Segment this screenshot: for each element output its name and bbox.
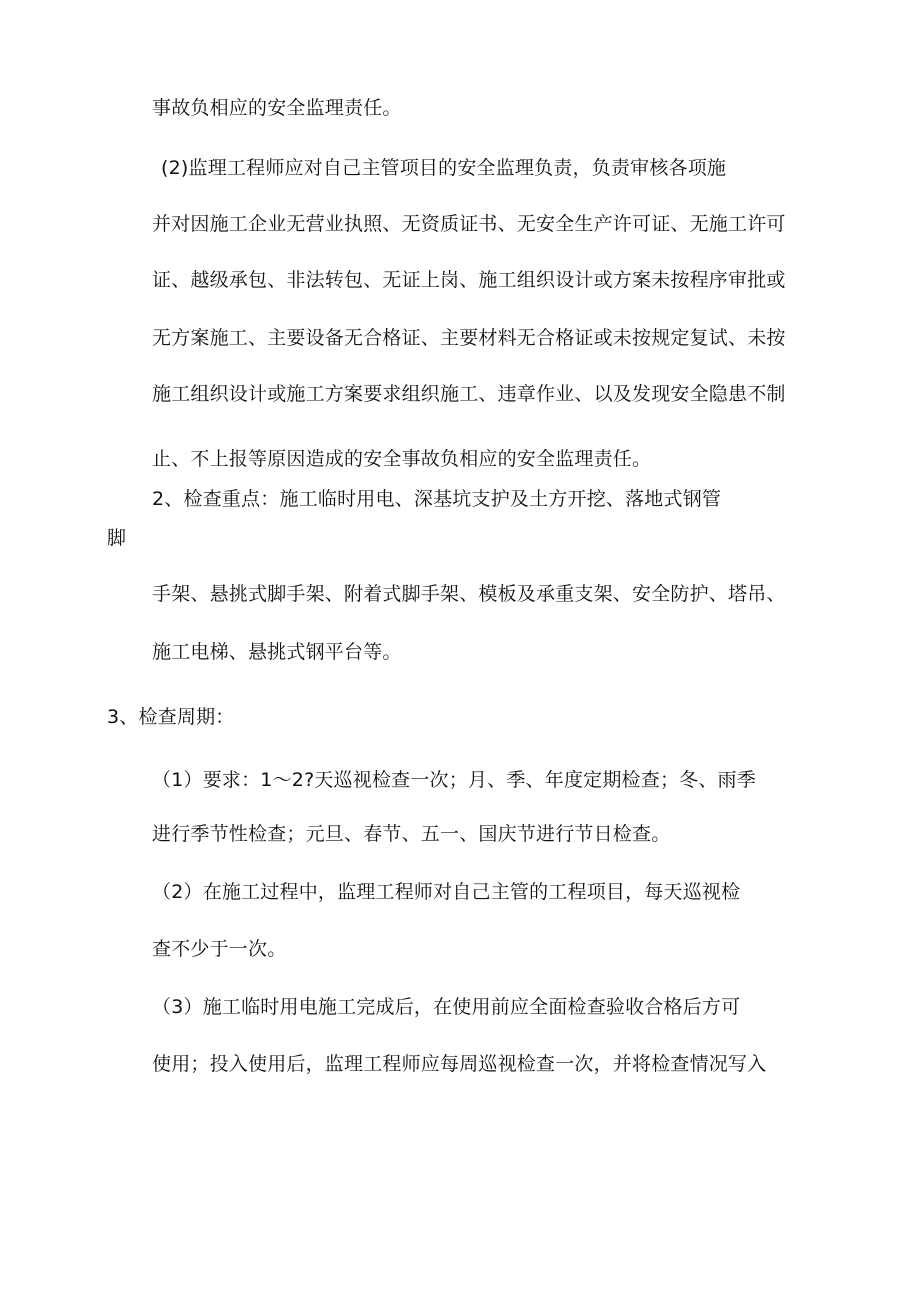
text-line: 止、不上报等原因造成的安全事故负相应的安全监理责任。 (152, 448, 652, 470)
text-line: (2)监理工程师应对自己主管项目的安全监理负责，负责审核各项施 (161, 157, 727, 179)
text-line: 证、越级承包、非法转包、无证上岗、施工组织设计或方案未按程序审批或 (152, 269, 786, 291)
text-line: 使用；投入使用后，监理工程师应每周巡视检查一次，并将检查情况写入 (152, 1053, 767, 1075)
section-heading: 3、检查周期： (107, 706, 235, 728)
text-line: 无方案施工、主要设备无合格证、主要材料无合格证或未按规定复试、未按 (152, 327, 786, 349)
text-line: （3）施工临时用电施工完成后，在使用前应全面检查验收合格后方可 (152, 996, 741, 1018)
text-line: 事故负相应的安全监理责任。 (152, 97, 402, 119)
text-line: 脚 (107, 527, 127, 549)
text-line: 手架、悬挑式脚手架、附着式脚手架、模板及承重支架、安全防护、塔吊、 (152, 583, 786, 605)
text-line: （1）要求：1～2?天巡视检查一次；月、季、年度定期检查；冬、雨季 (152, 769, 756, 791)
text-line: （2）在施工过程中，监理工程师对自己主管的工程项目，每天巡视检 (152, 881, 741, 903)
text-line: 施工组织设计或施工方案要求组织施工、违章作业、以及发现安全隐患不制 (152, 383, 786, 405)
text-line: 并对因施工企业无营业执照、无资质证书、无安全生产许可证、无施工许可 (152, 213, 786, 235)
text-line: 施工电梯、悬挑式钢平台等。 (152, 641, 402, 663)
text-line: 查不少于一次。 (152, 938, 287, 960)
section-heading: 2、检查重点：施工临时用电、深基坑支护及土方开挖、落地式钢管 (152, 488, 722, 510)
text-line: 进行季节性检查；元旦、春节、五一、国庆节进行节日检查。 (152, 823, 671, 845)
